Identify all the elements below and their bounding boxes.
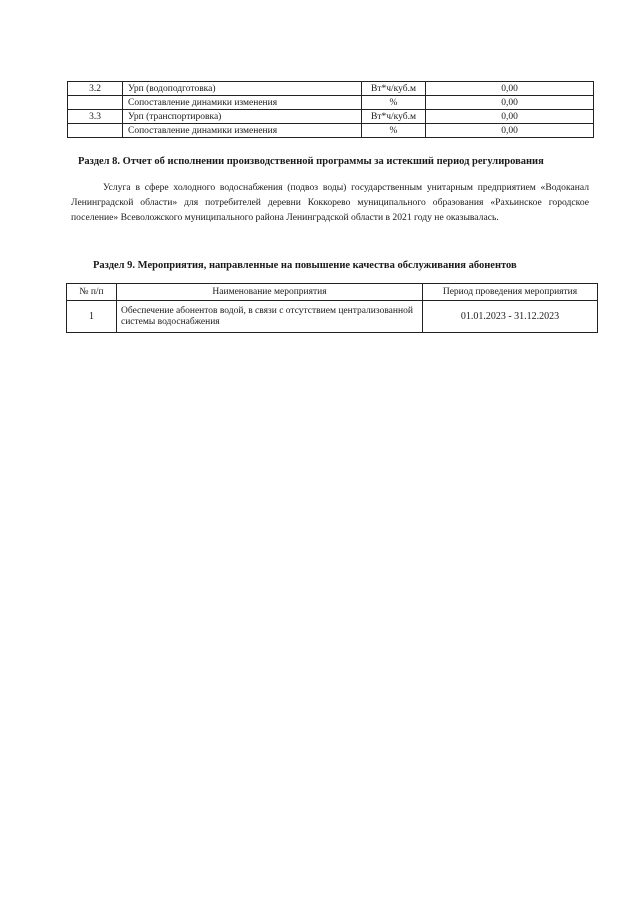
section-8-text: Услуга в сфере холодного водоснабжения (подвоз воды) государственным унитарным предприятием «Водоканал Ленинградской области» для потребителей деревни Коккорево муниципального образования «Рахьинское городское поселение» Всеволожского муниципального района Ленинградской области в 2021 году не оказывалась.: [71, 182, 589, 223]
indicator-unit: %: [362, 124, 426, 138]
indicator-name: Урп (водоподготовка): [123, 82, 362, 96]
indicator-value: 0,00: [426, 110, 594, 124]
indicator-unit: Вт*ч/куб.м: [362, 110, 426, 124]
table-header-row: [67, 284, 598, 301]
indicator-name: Сопоставление динамики изменения: [123, 96, 362, 110]
section-9-heading: Раздел 9. Мероприятия, направленные на повышение качества обслуживания абонентов: [93, 260, 517, 271]
row-number: 3.2: [68, 82, 123, 96]
row-number: [68, 124, 123, 138]
table-row: [68, 110, 594, 124]
column-header-name: Наименование мероприятия: [117, 284, 423, 301]
section-8-heading: Раздел 8. Отчет об исполнении производственной программы за истекший период регулирования: [78, 156, 544, 167]
measures-table: [66, 283, 598, 333]
row-number: 3.3: [68, 110, 123, 124]
indicator-name: Сопоставление динамики изменения: [123, 124, 362, 138]
indicator-unit: Вт*ч/куб.м: [362, 82, 426, 96]
section-8-paragraph: [71, 180, 589, 225]
row-number: [68, 96, 123, 110]
indicators-table: [67, 81, 594, 138]
indicator-value: 0,00: [426, 124, 594, 138]
measure-period: 01.01.2023 - 31.12.2023: [423, 301, 598, 333]
table-row: [67, 301, 598, 333]
column-header-number: № п/п: [67, 284, 117, 301]
table-row: [68, 82, 594, 96]
column-header-period: Период проведения мероприятия: [423, 284, 598, 301]
measure-name: Обеспечение абонентов водой, в связи с отсутствием централизованной системы водоснабжения: [117, 301, 423, 333]
table-row: [68, 124, 594, 138]
table-row: [68, 96, 594, 110]
indicator-value: 0,00: [426, 96, 594, 110]
indicator-name: Урп (транспортировка): [123, 110, 362, 124]
indicator-unit: %: [362, 96, 426, 110]
indicator-value: 0,00: [426, 82, 594, 96]
measure-number: 1: [67, 301, 117, 333]
